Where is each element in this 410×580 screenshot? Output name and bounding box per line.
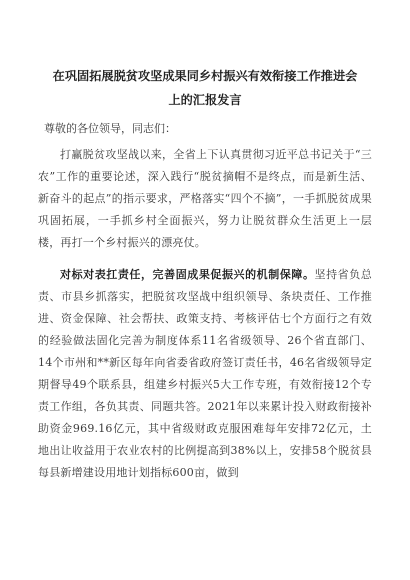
document-title — [38, 64, 372, 112]
greeting: 尊敬的各位领导，同志们： — [44, 122, 176, 135]
title-line-2: 上的汇报发言 — [168, 93, 242, 107]
paragraph-2-lead: 对标对表扛责任，完善固成果促振兴的机制保障。 — [60, 268, 315, 281]
paragraph-2 — [38, 264, 372, 484]
paragraph-1: 打赢脱贫攻坚战以来，全省上下认真贯彻习近平总书记关于“三农”工作的重要论述，深入践行“脱贫摘帽不是终点，而是新生活、新奋斗的起点”的指示要求，严格落实“四个不摘”，一手抓脱贫成果巩固拓展，一手抓乡村全面振兴，努力让脱贫群众生活更上一层楼，再打一个乡村振兴的漂亮仗。 — [38, 148, 372, 249]
paragraph-2-body: 坚持省负总责、市县乡抓落实，把脱贫攻坚战中组织领导、条块责任、工作推进、资金保障、社会帮扶、政策支持、考核评估七个方面行之有效的经验做法固化完善为制度体系11名省级领导、26个省直部门、14个市州和**新区每年向省委省政府签订责任书，46名省级领导定期督导49个联系县，组建乡村振兴5大工作专班，有效衔接12个专责工作组，各负其责、同题共答。2021年以来累计投入财政衔接补助资金969.16亿元，其中省级财政克服困难每年安排72亿元，土地出让收益用于农业农村的比例提高到38%以上，安排58个脱贫县每县新增建设用地计划指标600亩，做到 — [38, 268, 373, 479]
title-line-1: 在巩固拓展脱贫攻坚成果同乡村振兴有效衔接工作推进会 — [52, 69, 358, 83]
